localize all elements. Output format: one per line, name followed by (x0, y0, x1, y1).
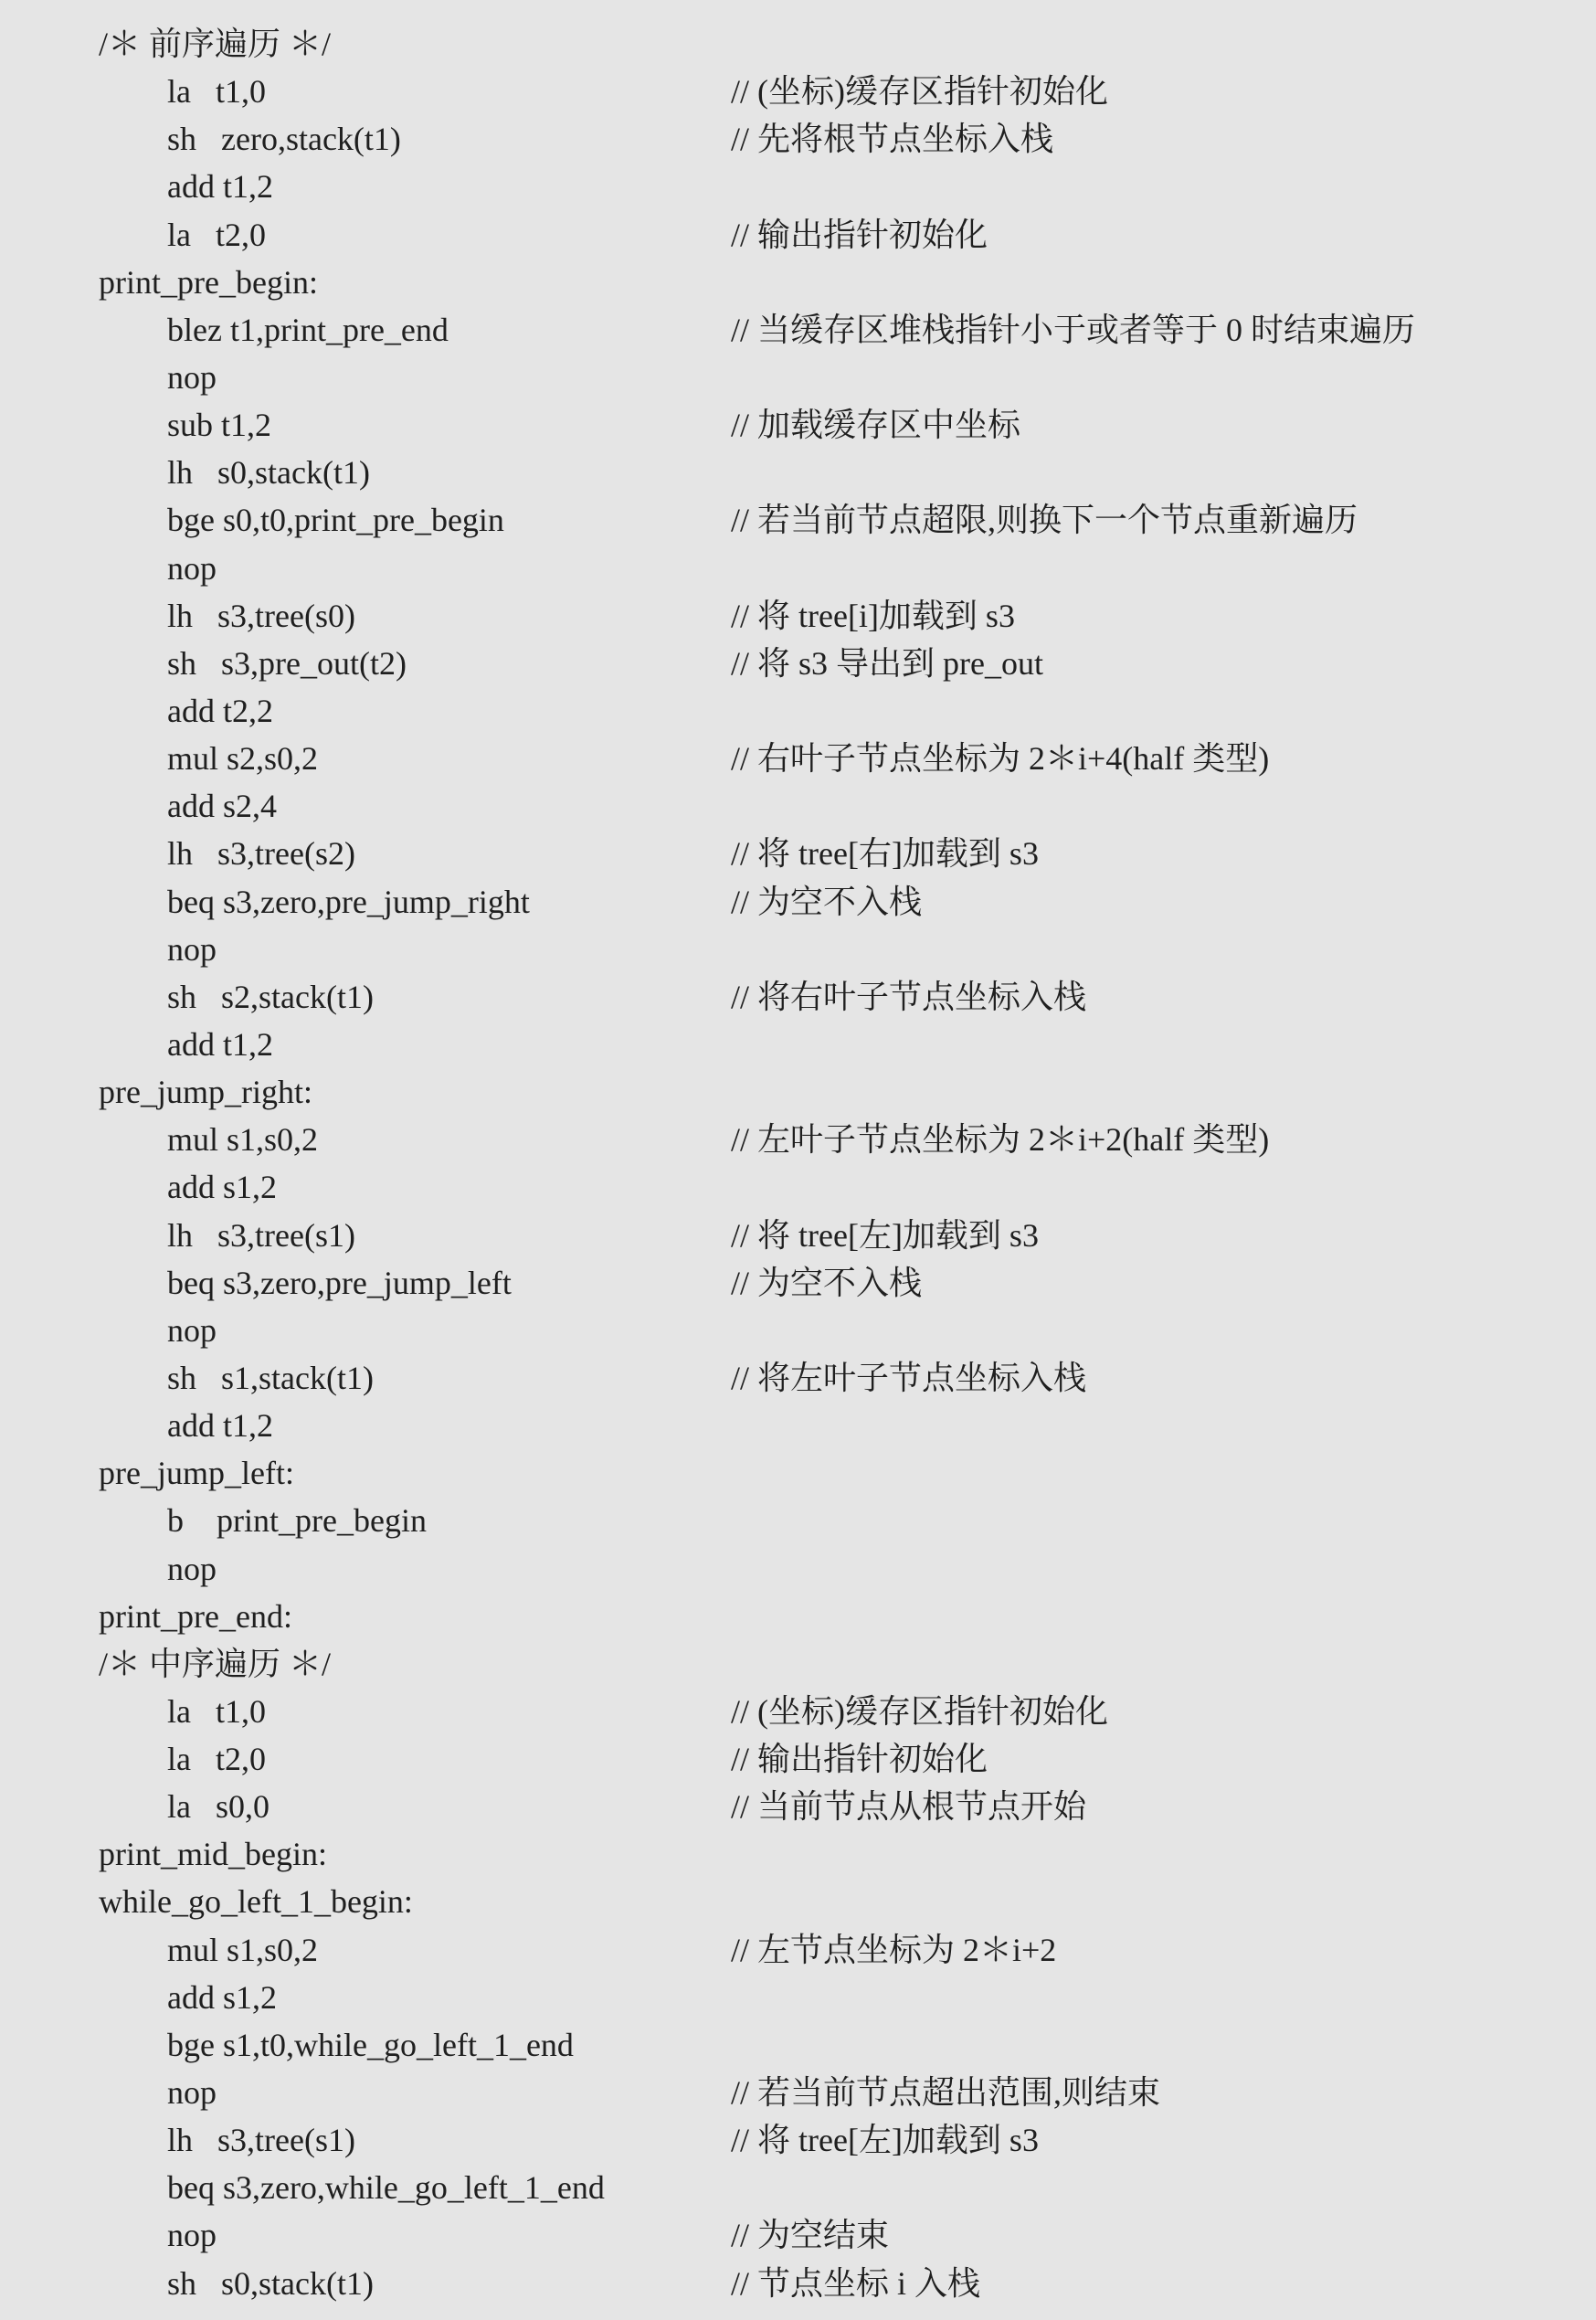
code-line (0, 496, 1596, 544)
code-line (0, 1021, 1596, 1068)
code-comment: // (坐标)缓存区指针初始化 (731, 73, 1108, 111)
code-label: /＊ 前序遍历 ＊/ (99, 26, 332, 62)
code-line (0, 1449, 1596, 1497)
code-label: print_pre_begin: (99, 263, 318, 301)
code-line (0, 926, 1596, 973)
code-comment: // 当前节点从根节点开始 (731, 1788, 1087, 1826)
code-instruction: lh s3,tree(s0) (167, 597, 355, 634)
code-comment: // 若当前节点超出范围,则结束 (731, 2074, 1161, 2112)
code-line (0, 878, 1596, 926)
code-line (0, 830, 1596, 877)
code-instruction: nop (167, 1311, 217, 1349)
code-line (0, 2021, 1596, 2069)
code-instruction: mul s1,s0,2 (167, 1931, 319, 1968)
code-line (0, 592, 1596, 640)
code-instruction: nop (167, 1550, 217, 1587)
code-line (0, 735, 1596, 782)
code-instruction: add s1,2 (167, 1978, 277, 2016)
code-instruction: sh s0,stack(t1) (167, 2264, 374, 2302)
code-line (0, 1974, 1596, 2021)
code-line (0, 1354, 1596, 1402)
code-instruction: nop (167, 549, 217, 587)
code-line (0, 2116, 1596, 2164)
code-comment: // (坐标)缓存区指针初始化 (731, 1692, 1108, 1730)
code-line (0, 401, 1596, 449)
code-label: print_pre_end: (99, 1597, 292, 1635)
code-line (0, 1926, 1596, 1974)
code-line (0, 211, 1596, 259)
code-comment: // 将 tree[左]加载到 s3 (731, 1216, 1039, 1254)
code-instruction: la t1,0 (167, 73, 266, 111)
code-instruction: add t1,2 (167, 168, 273, 206)
code-instruction: add s2,4 (167, 788, 277, 825)
code-instruction: lh s0,stack(t1) (167, 454, 370, 492)
code-label: print_mid_begin: (99, 1836, 327, 1873)
code-line (0, 354, 1596, 401)
code-instruction: bge s1,t0,while_go_left_1_end (167, 2026, 574, 2063)
code-comment: // 将右叶子节点坐标入栈 (731, 978, 1087, 1015)
code-line (0, 1593, 1596, 1640)
code-line (0, 1259, 1596, 1307)
code-line (0, 545, 1596, 592)
code-comment: // 若当前节点超限,则换下一个节点重新遍历 (731, 502, 1358, 539)
code-comment: // 将 tree[左]加载到 s3 (731, 2122, 1039, 2159)
code-instruction: b print_pre_begin (167, 1502, 427, 1540)
code-comment: // 先将根节点坐标入栈 (731, 121, 1054, 158)
code-comment: // 为空结束 (731, 2217, 890, 2254)
code-instruction: lh s3,tree(s1) (167, 1216, 355, 1254)
code-line (0, 1545, 1596, 1593)
code-line (0, 782, 1596, 830)
code-instruction: sub t1,2 (167, 407, 272, 444)
code-instruction: lh s3,tree(s1) (167, 2122, 355, 2159)
code-line (0, 1688, 1596, 1735)
code-comment: // 将 tree[右]加载到 s3 (731, 835, 1039, 873)
code-instruction: nop (167, 930, 217, 968)
code-comment: // 为空不入栈 (731, 883, 923, 920)
code-line (0, 20, 1596, 68)
code-comment: // 将 s3 导出到 pre_out (731, 644, 1043, 682)
code-comment: // 将 tree[i]加载到 s3 (731, 597, 1015, 634)
code-line (0, 1878, 1596, 1925)
code-line (0, 306, 1596, 354)
code-instruction: bge s0,t0,print_pre_begin (167, 502, 504, 539)
code-instruction: sh s2,stack(t1) (167, 978, 374, 1015)
code-instruction: mul s2,s0,2 (167, 740, 319, 778)
code-instruction: sh s1,stack(t1) (167, 1359, 374, 1396)
code-comment: // 左节点坐标为 2＊i+2 (731, 1931, 1057, 1968)
code-line (0, 1830, 1596, 1878)
code-line (0, 2069, 1596, 2116)
code-instruction: sh zero,stack(t1) (167, 121, 401, 158)
code-comment: // 输出指针初始化 (731, 216, 988, 253)
code-instruction: beq s3,zero,while_go_left_1_end (167, 2169, 605, 2207)
code-label: /＊ 中序遍历 ＊/ (99, 1645, 332, 1682)
code-comment: // 节点坐标 i 入栈 (731, 2264, 981, 2302)
code-line (0, 2164, 1596, 2211)
code-line (0, 163, 1596, 210)
code-line (0, 1640, 1596, 1688)
code-comment: // 加载缓存区中坐标 (731, 407, 1021, 444)
code-line (0, 1068, 1596, 1116)
code-instruction: nop (167, 2074, 217, 2112)
code-line (0, 2260, 1596, 2307)
code-line (0, 68, 1596, 115)
code-instruction: nop (167, 358, 217, 396)
code-instruction: blez t1,print_pre_end (167, 311, 449, 348)
code-comment: // 为空不入栈 (731, 1264, 923, 1301)
code-line (0, 1497, 1596, 1544)
code-comment: // 右叶子节点坐标为 2＊i+4(half 类型) (731, 740, 1270, 778)
code-line (0, 259, 1596, 306)
code-instruction: add t2,2 (167, 692, 273, 729)
code-line (0, 1307, 1596, 1354)
code-instruction: lh s3,tree(s2) (167, 835, 355, 873)
code-instruction: la s0,0 (167, 1788, 270, 1826)
code-line (0, 640, 1596, 687)
code-instruction: beq s3,zero,pre_jump_left (167, 1264, 512, 1301)
code-instruction: la t2,0 (167, 216, 266, 253)
code-line (0, 1212, 1596, 1259)
code-line (0, 1402, 1596, 1449)
code-instruction: beq s3,zero,pre_jump_right (167, 883, 530, 920)
code-line (0, 449, 1596, 496)
code-instruction: la t2,0 (167, 1741, 266, 1778)
code-line (0, 973, 1596, 1021)
code-instruction: add s1,2 (167, 1169, 277, 1206)
code-instruction: sh s3,pre_out(t2) (167, 644, 407, 682)
code-comment: // 当缓存区堆栈指针小于或者等于 0 时结束遍历 (731, 311, 1416, 348)
code-label: pre_jump_right: (99, 1074, 312, 1111)
code-line (0, 1783, 1596, 1830)
code-line (0, 1116, 1596, 1163)
code-comment: // 输出指针初始化 (731, 1741, 988, 1778)
code-line (0, 1735, 1596, 1783)
code-instruction: add t1,2 (167, 1407, 273, 1445)
code-instruction: la t1,0 (167, 1692, 266, 1730)
code-line (0, 687, 1596, 735)
code-instruction: mul s1,s0,2 (167, 1121, 319, 1159)
code-comment: // 左叶子节点坐标为 2＊i+2(half 类型) (731, 1121, 1270, 1159)
code-label: while_go_left_1_begin: (99, 1883, 413, 1921)
code-line (0, 115, 1596, 163)
code-instruction: nop (167, 2217, 217, 2254)
code-line (0, 2211, 1596, 2259)
code-comment: // 将左叶子节点坐标入栈 (731, 1359, 1087, 1396)
code-instruction: add t1,2 (167, 1025, 273, 1063)
code-label: pre_jump_left: (99, 1455, 294, 1492)
code-line (0, 1163, 1596, 1211)
